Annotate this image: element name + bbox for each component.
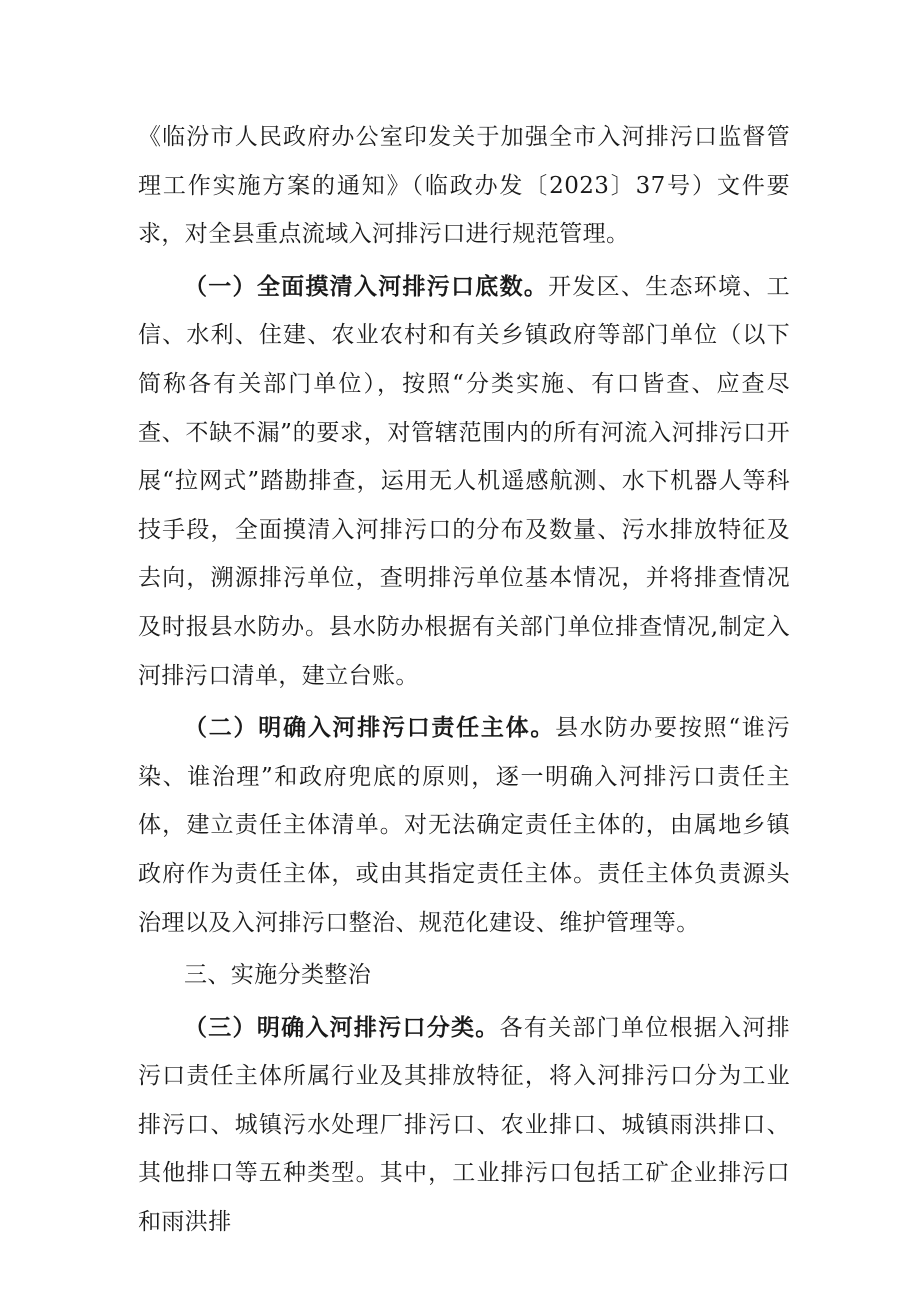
paragraph-two [138, 704, 790, 947]
paragraph-three [138, 1004, 790, 1247]
paragraph-three-body: 各有关部门单位根据入河排污口责任主体所属行业及其排放特征，将入河排污口分为工业排污口、城镇污水处理厂排污口、农业排口、城镇雨洪排口、其他排口等五种类型。其中，工业排污口包括工矿企业排污口和雨洪排 [138, 1014, 790, 1236]
paragraph-one-body: 开发区、生态环境、工信、水利、住建、农业农村和有关乡镇政府等部门单位（以下简称各有关部门单位），按照“分类实施、有口皆查、应查尽查、不缺不漏”的要求，对管辖范围内的所有河流入河排污口开展“拉网式”踏勘排查，运用无人机遥感航测、水下机器人等科技手段，全面摸清入河排污口的分布及数量、污水排放特征及去向，溯源排污单位，查明排污单位基本情况，并将排查情况及时报县水防办。县水防办根据有关部门单位排查情况,制定入河排污口清单，建立台账。 [138, 273, 790, 689]
document-page [138, 113, 790, 1247]
paragraph-two-body: 县水防办要按照“谁污染、谁治理”和政府兜底的原则，逐一明确入河排污口责任主体，建立责任主体清单。对无法确定责任主体的，由属地乡镇政府作为责任主体，或由其指定责任主体。责任主体负责源头治理以及入河排污口整治、规范化建设、维护管理等。 [138, 715, 791, 936]
paragraph-two-heading: （二）明确入河排污口责任主体。 [184, 715, 556, 742]
paragraph-one [138, 263, 790, 700]
paragraph-one-heading: （一）全面摸清入河排污口底数。 [184, 273, 549, 300]
intro-paragraph: 《临汾市人民政府办公室印发关于加强全市入河排污口监督管理工作实施方案的通知》（临政办发〔2023〕37号）文件要求，对全县重点流域入河排污口进行规范管理。 [138, 124, 790, 248]
section-title: 三、实施分类整治 [184, 962, 372, 989]
paragraph-three-heading: （三）明确入河排污口分类。 [184, 1014, 500, 1041]
